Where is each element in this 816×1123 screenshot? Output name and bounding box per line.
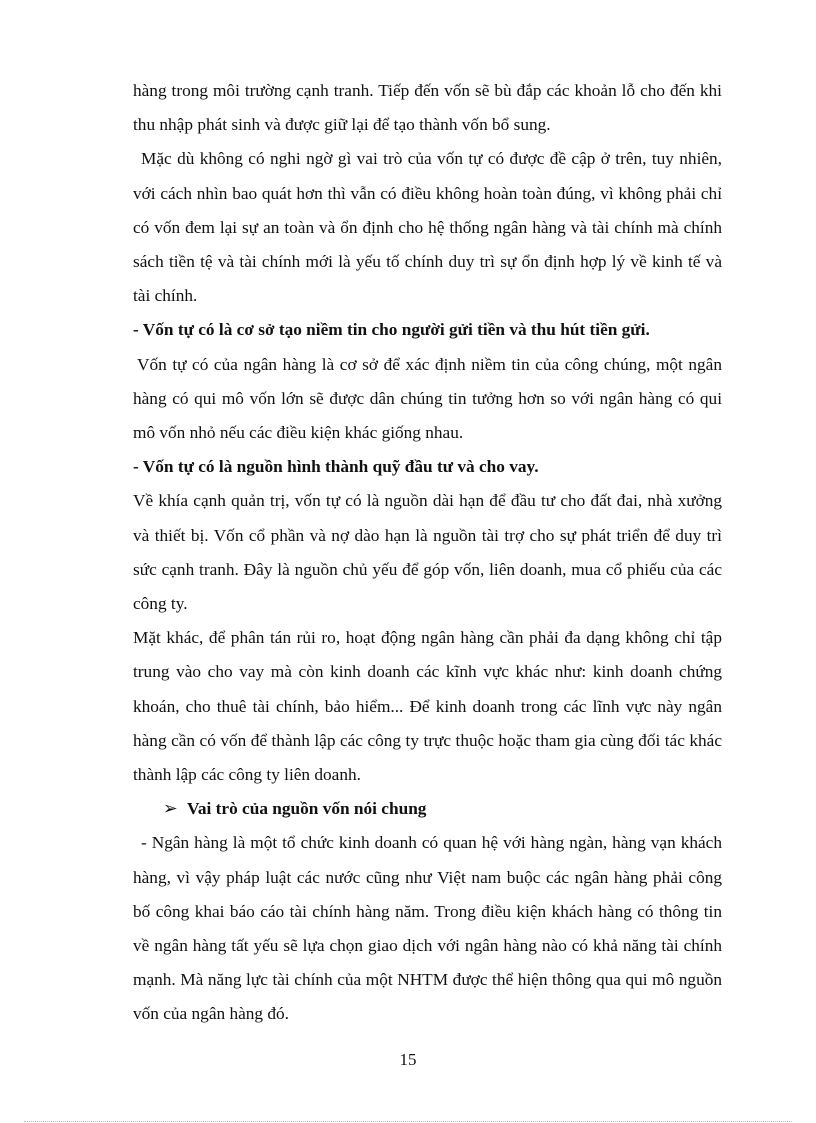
paragraph-public-trust: Vốn tự có của ngân hàng là cơ sở để xác định niềm tin của công chúng, một ngân hàng có qui mô vốn lớn sẽ được dân chúng tin tưởng hơn so với ngân hàng có qui mô vốn nhỏ nếu các điều kiện khác giống nhau. [133, 354, 722, 443]
section-heading-general-role [133, 792, 722, 826]
paragraph-management-aspect: Về khía cạnh quản trị, vốn tự có là nguồn dài hạn để đầu tư cho đất đai, nhà xưởng và thiết bị. Vốn cổ phần và nợ dào hạn là nguồn tài trợ cho sự phát triển để duy trì sức cạnh tranh. Đây là nguồn chủ yếu để góp vốn, liên doanh, mua cổ phiếu của các công ty. [133, 491, 722, 614]
paragraph-financial-disclosure: - Ngân hàng là một tổ chức kinh doanh có quan hệ với hàng ngàn, hàng vạn khách hàng, vì vậy pháp luật các nước cũng như Việt nam buộc các ngân hàng phải công bố công khai báo cáo tài chính hàng năm. Trong điều kiện khách hàng có thông tin về ngân hàng tất yếu sẽ lựa chọn giao dịch với ngân hàng nào có khả năng tài chính mạnh. Mà năng lực tài chính của một NHTM được thể hiện thông qua qui mô nguồn vốn của ngân hàng đó. [133, 833, 722, 1024]
page-number: 15 [399, 1050, 417, 1069]
paragraph-continuation: hàng trong môi trường cạnh tranh. Tiếp đến vốn sẽ bù đắp các khoản lỗ cho đến khi thu nhập phát sinh và được giữ lại để tạo thành vốn bổ sung. [133, 81, 722, 135]
heading-trust-basis: - Vốn tự có là cơ sở tạo niềm tin cho người gửi tiền và thu hút tiền gửi. [133, 320, 650, 340]
arrow-bullet-icon: ➢ [163, 799, 178, 819]
section-heading-text: Vai trò của nguồn vốn nói chung [187, 799, 427, 819]
paragraph-capital-role-caveat: Mặc dù không có nghi ngờ gì vai trò của vốn tự có được đề cập ở trên, tuy nhiên, với cách nhìn bao quát hơn thì vẫn có điều không hoàn toàn đúng, vì không phải chỉ có vốn đem lại sự an toàn và ổn định cho hệ thống ngân hàng và tài chính mà chính sách tiền tệ và tài chính mới là yếu tố chính duy trì sự ổn định hợp lý về kinh tế và tài chính. [133, 149, 722, 306]
page-bottom-divider [24, 1121, 792, 1122]
paragraph-risk-diversification: Mặt khác, để phân tán rủi ro, hoạt động ngân hàng cần phải đa dạng không chỉ tập trung vào cho vay mà còn kinh doanh các kĩnh vực khác như: kinh doanh chứng khoán, cho thuê tài chính, bảo hiểm... Để kinh doanh trong các lĩnh vực này ngân hàng cần có vốn để thành lập các công ty trực thuộc hoặc tham gia cùng đối tác khác thành lập các công ty liên doanh. [133, 628, 722, 785]
heading-investment-source: - Vốn tự có là nguồn hình thành quỹ đầu tư và cho vay. [133, 457, 539, 477]
page-body [133, 74, 722, 1032]
